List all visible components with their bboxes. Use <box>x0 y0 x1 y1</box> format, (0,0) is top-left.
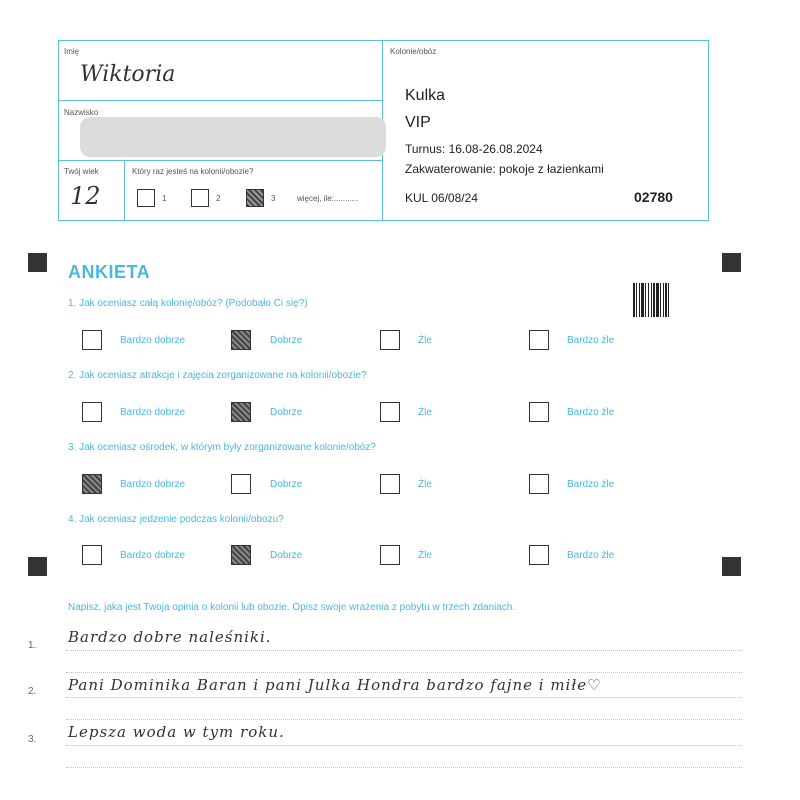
q4-option-2-checkbox[interactable] <box>231 545 251 565</box>
opinion-instruction: Napisz, jaka jest Twoja opinia o kolonii lub obozie. Opisz swoje wrażenia z pobytu w trzech zdaniach. <box>68 602 516 613</box>
q1-option-1-label: Bardzo dobrze <box>120 335 186 346</box>
marker-top-right <box>722 253 741 272</box>
q1-option-1-checkbox[interactable] <box>82 330 102 350</box>
q3-option-2-checkbox[interactable] <box>231 474 251 494</box>
q3-option-2-label: Dobrze <box>270 479 303 490</box>
q2-option-2-checkbox[interactable] <box>231 402 251 422</box>
camp-label: Kolonie/obóz <box>390 47 437 56</box>
times-checkbox-1[interactable] <box>137 189 155 207</box>
camp-code-right: 02780 <box>634 189 673 205</box>
first-name-divider <box>58 100 382 101</box>
question-3: 3. Jak oceniasz ośrodek, w którym były zorganizowane kolonie/obóz? <box>68 442 376 453</box>
barcode-bar <box>668 283 669 317</box>
q3-option-4-checkbox[interactable] <box>529 474 549 494</box>
opinion-line-1-text[interactable]: Bardzo dobre naleśniki. <box>68 628 272 646</box>
camp-code-left: KUL 06/08/24 <box>405 191 478 205</box>
times-checkbox-3[interactable] <box>246 189 264 207</box>
last-name-label: Nazwisko <box>64 108 99 117</box>
times-option-1: 1 <box>162 194 167 203</box>
first-name-value[interactable]: Wiktoria <box>80 62 176 87</box>
q4-option-2-label: Dobrze <box>270 550 303 561</box>
q4-option-3-checkbox[interactable] <box>380 545 400 565</box>
q4-option-3-label: Źle <box>418 550 432 561</box>
q3-option-4-label: Bardzo źle <box>567 479 615 490</box>
question-1: 1. Jak oceniasz całą kolonię/obóz? (Podobało Ci się?) <box>68 298 308 309</box>
age-value[interactable]: 12 <box>70 182 101 210</box>
q2-option-3-checkbox[interactable] <box>380 402 400 422</box>
q4-option-1-label: Bardzo dobrze <box>120 550 186 561</box>
times-label: Który raz jesteś na kolonii/obozie? <box>132 167 254 176</box>
camp-name: Kulka <box>405 87 446 104</box>
barcode-icon <box>633 283 688 317</box>
question-4: 4. Jak oceniasz jedzenie podczas kolonii/obozu? <box>68 514 284 525</box>
opinion-line-1-number: 1. <box>28 640 37 651</box>
first-name-label: Imię <box>64 47 80 56</box>
q2-option-3-label: Źle <box>418 407 432 418</box>
q1-option-4-label: Bardzo źle <box>567 335 615 346</box>
opinion-line-3-rule-b <box>66 767 742 768</box>
opinion-line-3-number: 3. <box>28 734 37 745</box>
marker-top-left <box>28 253 47 272</box>
opinion-line-2-rule <box>66 697 742 698</box>
q1-option-3-label: Źle <box>418 335 432 346</box>
q4-option-4-label: Bardzo źle <box>567 550 615 561</box>
q4-option-1-checkbox[interactable] <box>82 545 102 565</box>
times-option-3: 3 <box>271 194 276 203</box>
q2-option-2-label: Dobrze <box>270 407 303 418</box>
last-name-redaction <box>80 117 386 157</box>
opinion-line-2-text[interactable]: Pani Dominika Baran i pani Julka Hondra bardzo fajne i miłe♡ <box>68 676 602 694</box>
opinion-line-3-rule <box>66 745 742 746</box>
marker-mid-right <box>722 557 741 576</box>
age-divider <box>124 160 125 221</box>
camp-accommodation: Zakwaterowanie: pokoje z łazienkami <box>405 162 604 176</box>
question-2: 2. Jak oceniasz atrakcje i zajęcia zorganizowane na kolonii/obozie? <box>68 370 367 381</box>
camp-type: VIP <box>405 114 431 131</box>
survey-title: ANKIETA <box>68 262 151 282</box>
q3-option-1-label: Bardzo dobrze <box>120 479 186 490</box>
opinion-line-1-rule-b <box>66 672 742 673</box>
marker-mid-left <box>28 557 47 576</box>
q3-option-1-checkbox[interactable] <box>82 474 102 494</box>
opinion-line-3-text[interactable]: Lepsza woda w tym roku. <box>68 723 285 741</box>
times-option-2: 2 <box>216 194 221 203</box>
q4-option-4-checkbox[interactable] <box>529 545 549 565</box>
q3-option-3-label: Źle <box>418 479 432 490</box>
q2-option-1-checkbox[interactable] <box>82 402 102 422</box>
times-option-more: więcej, ile:........... <box>297 194 359 203</box>
q2-option-1-label: Bardzo dobrze <box>120 407 186 418</box>
q1-option-2-label: Dobrze <box>270 335 303 346</box>
q3-option-3-checkbox[interactable] <box>380 474 400 494</box>
last-name-divider <box>58 160 382 161</box>
opinion-line-2-rule-b <box>66 719 742 720</box>
q1-option-2-checkbox[interactable] <box>231 330 251 350</box>
opinion-line-2-number: 2. <box>28 686 37 697</box>
age-label: Twój wiek <box>64 167 99 176</box>
camp-turnus: Turnus: 16.08-26.08.2024 <box>405 142 543 156</box>
q2-option-4-checkbox[interactable] <box>529 402 549 422</box>
times-checkbox-2[interactable] <box>191 189 209 207</box>
q1-option-4-checkbox[interactable] <box>529 330 549 350</box>
opinion-line-1-rule <box>66 650 742 651</box>
q1-option-3-checkbox[interactable] <box>380 330 400 350</box>
q2-option-4-label: Bardzo źle <box>567 407 615 418</box>
